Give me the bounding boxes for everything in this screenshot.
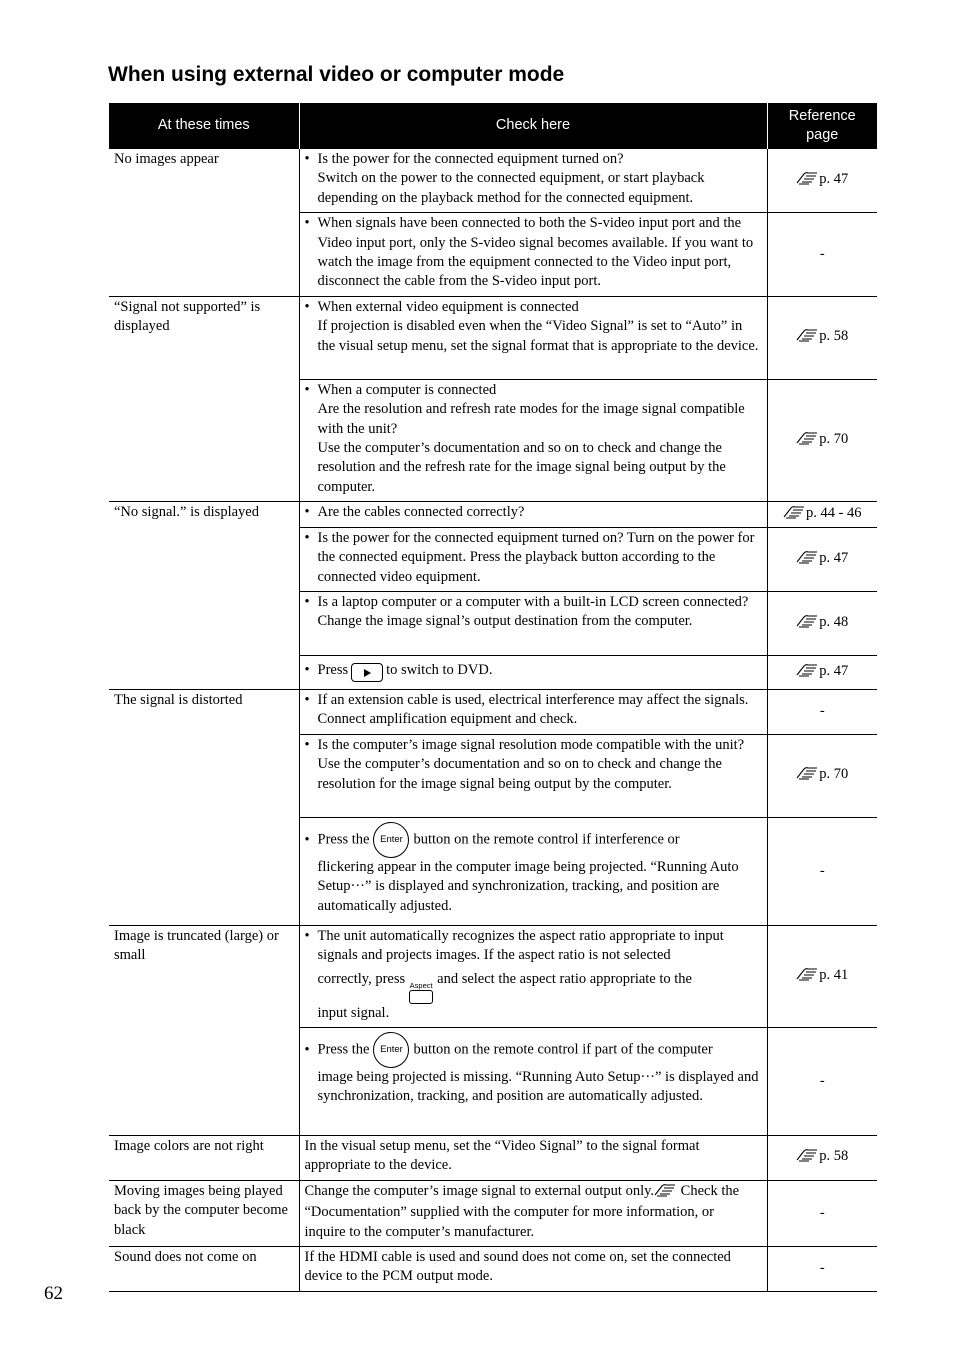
check-cell (299, 296, 767, 379)
check-text: When external video equipment is connected (317, 298, 579, 315)
hand-pointer-icon (796, 431, 818, 451)
header-reference-page: Reference page (767, 103, 877, 149)
reference-cell (767, 655, 877, 689)
hand-pointer-icon (654, 1183, 676, 1203)
bullet: • (304, 381, 310, 398)
table-row (109, 925, 877, 1027)
check-cell (299, 149, 767, 213)
table-header-row (109, 103, 877, 149)
check-text: Is the computer’s image signal resolution mode compatible with the unit? (317, 736, 745, 753)
symptom-cell: Image is truncated (large) or small (109, 925, 299, 1135)
reference-cell: - (767, 1180, 877, 1246)
reference-cell (767, 296, 877, 379)
reference-cell (767, 734, 877, 817)
check-text: If projection is disabled even when the “Video Signal” is set to “Auto” in the visual setup menu, set the signal format that is appropriate to the device. (317, 318, 759, 354)
check-text: Change the computer’s image signal to external output only. (304, 1182, 655, 1199)
header-check-here: Check here (299, 103, 767, 149)
check-text: Is the power for the connected equipment turned on? Turn on the power for the connected equipment. Press the playback button according to the connected video equipment. (317, 529, 755, 585)
check-cell (299, 925, 767, 1027)
bullet: • (304, 215, 310, 232)
table-row (109, 689, 877, 734)
check-text: Use the computer’s documentation and so on to check and change the resolution and the refresh rate for the image signal being output by the computer. (317, 440, 726, 495)
reference-link[interactable]: p. 58 (819, 328, 849, 345)
hand-pointer-icon (796, 1148, 818, 1168)
check-text: Is the power for the connected equipment turned on? (317, 151, 624, 167)
bullet: • (304, 691, 310, 708)
hand-pointer-icon (783, 505, 805, 525)
reference-link[interactable]: p. 41 (819, 966, 849, 983)
hand-pointer-icon (796, 171, 818, 191)
bullet: • (304, 593, 310, 610)
reference-cell (767, 502, 877, 527)
check-cell (299, 1246, 767, 1291)
table-row (109, 149, 877, 213)
hand-pointer-icon (796, 614, 818, 634)
check-text: Use the computer’s documentation and so on to check and change the resolution for the image signal being output by the computer. (317, 756, 722, 792)
bullet: • (304, 151, 310, 167)
reference-cell: - (767, 1027, 877, 1135)
symptom-cell: Moving images being played back by the computer become black (109, 1180, 299, 1246)
play-button-icon (351, 663, 383, 682)
enter-button-icon: Enter (373, 1032, 409, 1068)
hand-pointer-icon (796, 328, 818, 348)
check-text: When signals have been connected to both the S-video input port and the Video input port, only the S-video signal becomes available. If you want to watch the image from the equipment connected to the Video input port, disconnect the cable from the S-video input port. (317, 215, 754, 290)
table-row (109, 502, 877, 527)
reference-cell (767, 527, 877, 591)
check-text: When a computer is connected (317, 381, 497, 398)
check-text: and select the aspect ratio appropriate to the (437, 970, 692, 987)
reference-cell (767, 925, 877, 1027)
reference-cell: - (767, 817, 877, 925)
check-text: Check the “Documentation” supplied with the computer for more information, or inquire to the computer’s manufacturer. (304, 1182, 740, 1240)
table-row (109, 1180, 877, 1246)
check-text: Press (317, 661, 349, 678)
table-row (109, 1135, 877, 1180)
check-cell (299, 734, 767, 817)
bullet: • (304, 927, 310, 944)
check-text: Press the (317, 1041, 370, 1058)
check-text: If the HDMI cable is used and sound does not come on, set the connected device to the PCM output mode. (304, 1248, 731, 1285)
reference-cell: - (767, 689, 877, 734)
check-cell (299, 591, 767, 655)
check-cell (299, 1135, 767, 1180)
symptom-cell: “No signal.” is displayed (109, 502, 299, 690)
reference-link[interactable]: p. 58 (819, 1148, 849, 1165)
bullet: • (304, 831, 310, 848)
reference-link[interactable]: p. 70 (819, 766, 849, 783)
reference-link[interactable]: p. 47 (819, 549, 849, 566)
check-text: input signal. (317, 1004, 390, 1021)
bullet: • (304, 298, 310, 315)
check-cell (299, 502, 767, 527)
troubleshooting-table (109, 103, 877, 1292)
reference-cell: - (767, 213, 877, 297)
check-text: Change the image signal’s output destination from the computer. (317, 613, 693, 630)
check-cell (299, 213, 767, 297)
check-text: Switch on the power to the connected equipment, or start playback depending on the playback method for the connected equipment. (317, 170, 705, 206)
check-text: button on the remote control if part of the computer (413, 1041, 713, 1058)
reference-link[interactable]: p. 47 (819, 170, 849, 187)
enter-button-icon: Enter (373, 822, 409, 858)
bullet: • (304, 736, 310, 753)
check-text: If an extension cable is used, electrical interference may affect the signals. Connect amplification equipment and check. (317, 691, 749, 728)
check-cell (299, 379, 767, 501)
reference-cell (767, 379, 877, 501)
reference-cell: - (767, 1246, 877, 1291)
check-cell (299, 689, 767, 734)
reference-link[interactable]: p. 47 (819, 662, 849, 679)
reference-link[interactable]: p. 48 (819, 613, 849, 630)
check-cell (299, 817, 767, 925)
symptom-cell: No images appear (109, 149, 299, 297)
bullet: • (304, 1041, 310, 1058)
check-text: In the visual setup menu, set the “Video Signal” to the signal format appropriate to the device. (304, 1137, 700, 1174)
symptom-cell: The signal is distorted (109, 689, 299, 925)
hand-pointer-icon (796, 550, 818, 570)
symptom-cell: Image colors are not right (109, 1135, 299, 1180)
reference-cell (767, 1135, 877, 1180)
bullet: • (304, 661, 310, 678)
symptom-cell: “Signal not supported” is displayed (109, 296, 299, 501)
aspect-button-icon: Aspect (409, 982, 433, 1004)
reference-cell (767, 591, 877, 655)
check-text: The unit automatically recognizes the aspect ratio appropriate to input signals and projects images. If the aspect ratio is not selected (317, 927, 724, 964)
hand-pointer-icon (796, 967, 818, 987)
hand-pointer-icon (796, 663, 818, 683)
check-cell (299, 527, 767, 591)
check-text: button on the remote control if interference or (413, 831, 680, 848)
check-text: Is a laptop computer or a computer with a built-in LCD screen connected? (317, 593, 749, 610)
page-title: When using external video or computer mode (108, 63, 565, 86)
reference-link[interactable]: p. 70 (819, 430, 849, 447)
check-cell (299, 1180, 767, 1246)
check-text: image being projected is missing. “Running Auto Setup···” is displayed and synchronization, tracking, and position are automatically adjusted. (317, 1068, 759, 1105)
check-text: Are the cables connected correctly? (317, 504, 525, 521)
check-text: Are the resolution and refresh rate modes for the image signal compatible with the unit? (317, 401, 745, 437)
reference-cell (767, 149, 877, 213)
check-text: flickering appear in the computer image being projected. “Running Auto Setup···” is displayed and synchronization, tracking, and position are automatically adjusted. (317, 858, 739, 914)
hand-pointer-icon (796, 766, 818, 786)
header-at-these-times: At these times (109, 103, 299, 149)
reference-link[interactable]: p. 44 - 46 (805, 504, 862, 521)
table-row (109, 1246, 877, 1291)
check-cell (299, 655, 767, 689)
page-number: 62 (44, 1283, 63, 1304)
symptom-cell: Sound does not come on (109, 1246, 299, 1291)
check-cell (299, 1027, 767, 1135)
bullet: • (304, 504, 310, 521)
bullet: • (304, 529, 310, 546)
check-text: Press the (317, 831, 370, 848)
check-text: correctly, press (317, 970, 406, 987)
check-text: to switch to DVD. (386, 661, 493, 678)
table-row (109, 296, 877, 379)
